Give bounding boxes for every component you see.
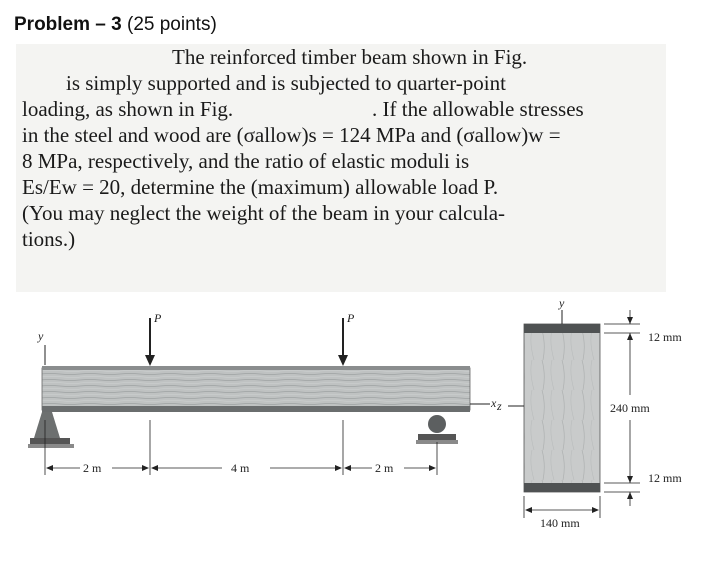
load-label-1: P <box>154 311 162 325</box>
depth-label: 240 mm <box>610 401 650 415</box>
section-top-plate <box>524 324 600 333</box>
pin-support <box>28 412 74 448</box>
span-label-2: 4 m <box>231 461 250 475</box>
problem-header <box>14 14 217 36</box>
statement-line-4: in the steel and wood are (σallow)s = 124 MPa and (σallow)w = <box>22 123 561 147</box>
figure-area <box>0 290 728 577</box>
statement-line-8: tions.) <box>22 227 76 251</box>
statement-line-2: is simply supported and is subjected to quarter-point <box>66 71 506 95</box>
beam-steel-bottom <box>42 406 470 412</box>
section-wood <box>524 324 600 492</box>
span-label-1: 2 m <box>83 461 102 475</box>
cross-section-diagram <box>496 296 682 530</box>
roller-support <box>416 415 458 444</box>
beam-x-label: x <box>491 396 497 410</box>
problem-points: (25 points) <box>127 14 217 35</box>
section-bottom-plate <box>524 483 600 492</box>
problem-title: Problem – 3 <box>14 14 122 35</box>
problem-statement <box>22 44 652 252</box>
bottom-plate-label: 12 mm <box>648 471 682 485</box>
statement-line-3: loading, as shown in Fig. . If the allowable stresses <box>22 97 584 121</box>
top-plate-label: 12 mm <box>648 330 682 344</box>
load-label-2: P <box>347 311 355 325</box>
beam-y-label: y <box>38 329 44 343</box>
beam-diagram <box>28 311 497 475</box>
load-arrowhead-1 <box>145 355 155 366</box>
statement-line-5: 8 MPa, respectively, and the ratio of elastic moduli is <box>22 149 470 173</box>
statement-line-1: The reinforced timber beam shown in Fig. <box>172 45 528 69</box>
beam-body <box>42 368 470 410</box>
span-label-3: 2 m <box>375 461 394 475</box>
statement-line-6: Es/Ew = 20, determine the (maximum) allowable load P. <box>22 175 499 199</box>
beam-steel-top <box>42 366 470 370</box>
section-width-dimension <box>524 496 600 518</box>
width-label: 140 mm <box>540 516 580 530</box>
section-y-label: y <box>559 296 565 310</box>
load-arrowhead-2 <box>338 355 348 366</box>
section-z-label: z <box>497 399 502 413</box>
statement-line-7: (You may neglect the weight of the beam in your calcula- <box>22 201 506 225</box>
